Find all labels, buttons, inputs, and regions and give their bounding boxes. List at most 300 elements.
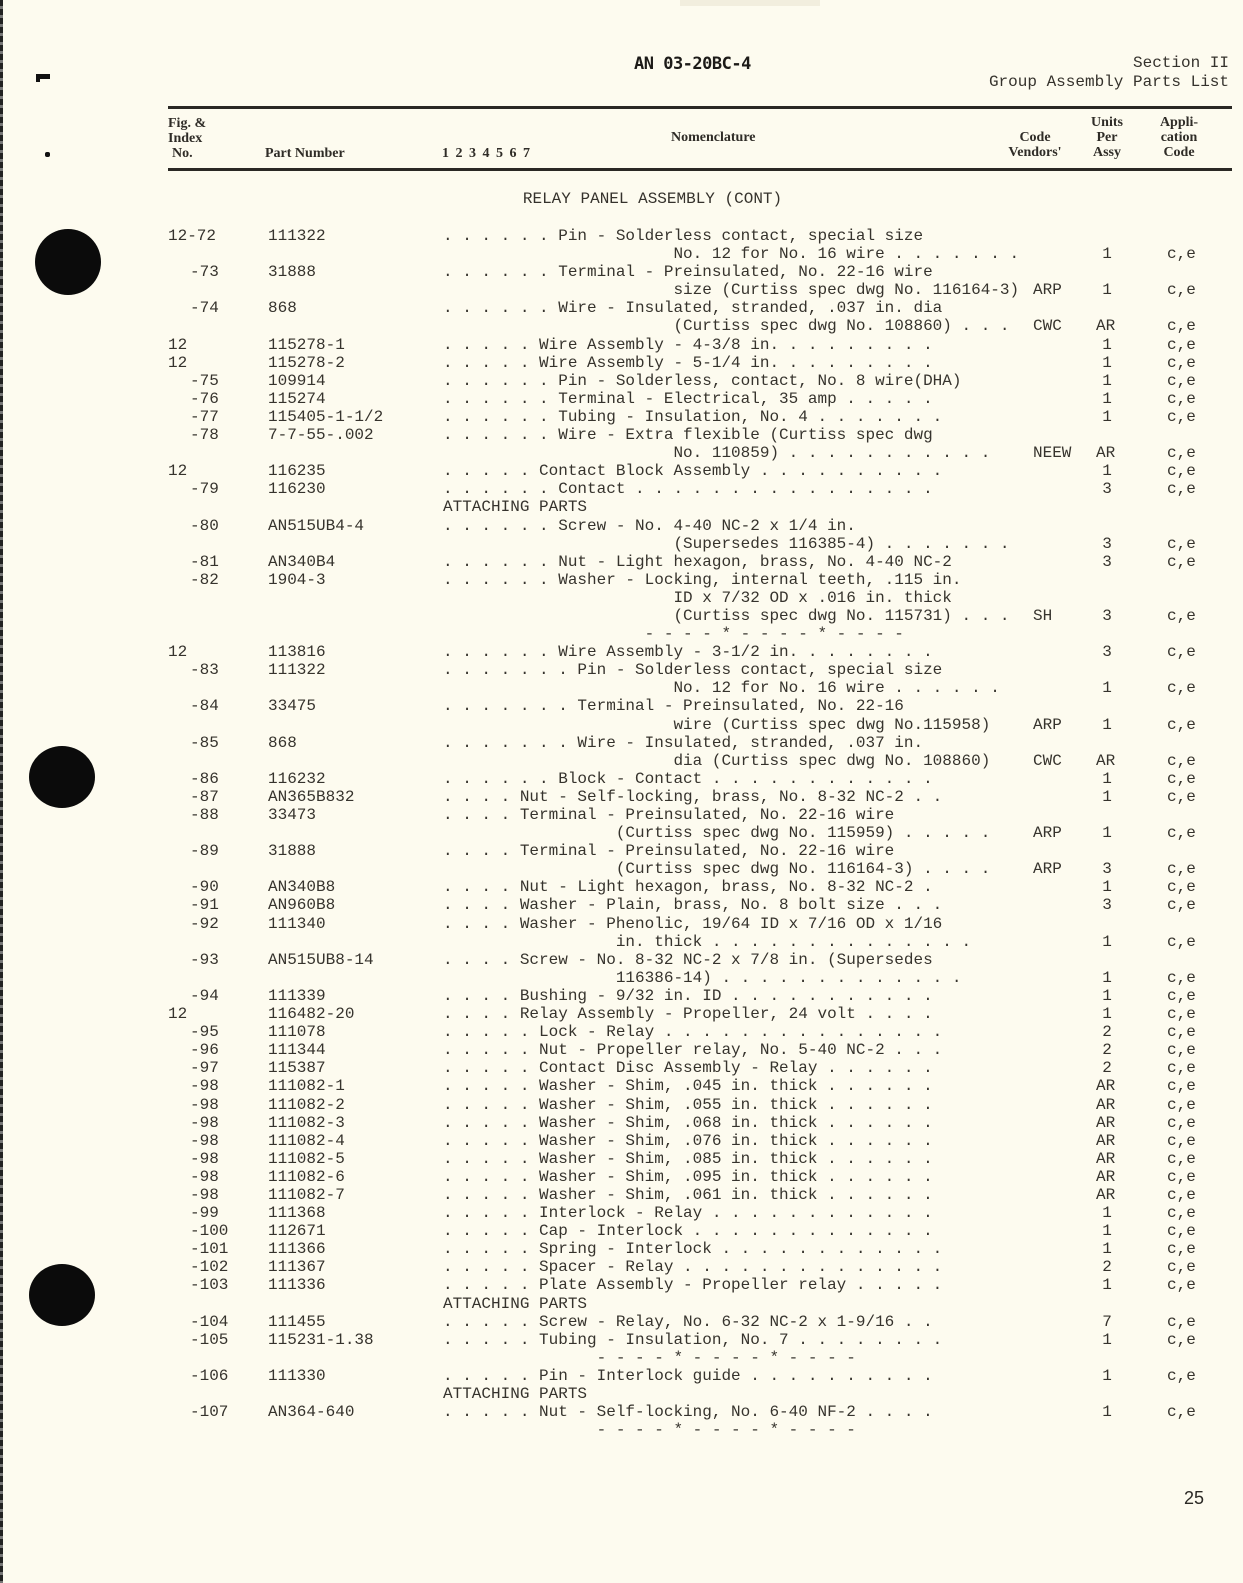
- fig-index-cell: -80: [190, 516, 219, 535]
- table-row: [0, 661, 1243, 679]
- table-row-continuation: [0, 498, 1243, 516]
- vendor-code-cell: SH: [1033, 606, 1053, 625]
- part-number-cell: AN960B8: [268, 896, 336, 915]
- part-number-cell: 111082-5: [268, 1149, 345, 1168]
- part-number-cell: AN515UB4-4: [268, 516, 365, 535]
- application-code-cell: c,e: [1167, 1366, 1196, 1385]
- vendor-code-cell: NEEW: [1033, 444, 1072, 463]
- fig-index-cell: -87: [190, 787, 219, 806]
- table-row: [0, 227, 1243, 245]
- scan-mark: [36, 78, 40, 82]
- nomenclature-cell: . . . . . Interlock - Relay . . . . . . . . . . . .: [443, 1204, 933, 1223]
- nomenclature-cell: . . . . Nut - Light hexagon, brass, No. 8-32 NC-2 .: [443, 878, 933, 897]
- nomenclature-cell: . . . . . Wire Assembly - 4-3/8 in. . . . . . . . .: [443, 335, 933, 354]
- fig-index-cell: 12: [168, 353, 188, 372]
- nomenclature-cell: . . . . . Nut - Self-locking, No. 6-40 NF-2 . . . .: [443, 1403, 933, 1422]
- table-row-continuation: [0, 1349, 1243, 1367]
- table-row: [0, 1041, 1243, 1059]
- units-per-assy-cell: 1: [1102, 1222, 1112, 1241]
- part-number-cell: 115278-1: [268, 335, 345, 354]
- table-row: [0, 1276, 1243, 1294]
- units-per-assy-cell: 1: [1102, 407, 1112, 426]
- parts-list: [0, 227, 1243, 1439]
- fig-index-cell: -90: [190, 878, 219, 897]
- units-per-assy-cell: 1: [1102, 968, 1112, 987]
- units-per-assy-cell: 1: [1102, 679, 1112, 698]
- part-number-cell: 115274: [268, 389, 326, 408]
- nomenclature-cell: - - - - * - - - - * - - - -: [443, 1421, 856, 1440]
- nomenclature-cell: . . . . . . Terminal - Preinsulated, No. 22-16 wire: [443, 263, 933, 282]
- nomenclature-cell: . . . . . . Pin - Solderless, contact, No. 8 wire(DHA): [443, 371, 962, 390]
- units-per-assy-cell: 1: [1102, 824, 1112, 843]
- fig-index-cell: 12: [168, 1005, 188, 1024]
- table-row: [0, 553, 1243, 571]
- nomenclature-cell: - - - - * - - - - * - - - -: [443, 1348, 856, 1367]
- units-per-assy-cell: 1: [1102, 1366, 1112, 1385]
- part-number-cell: 7-7-55-.002: [268, 426, 374, 445]
- nomenclature-cell: . . . . . Washer - Shim, .055 in. thick . . . . . .: [443, 1095, 933, 1114]
- table-row-continuation: [0, 245, 1243, 263]
- section-number: Section II: [1132, 54, 1229, 72]
- part-number-cell: 33475: [268, 697, 317, 716]
- table-row-continuation: [0, 679, 1243, 697]
- nomenclature-cell: (Supersedes 116385-4) . . . . . . .: [443, 534, 1010, 553]
- table-row: [0, 1331, 1243, 1349]
- fig-index-cell: -85: [190, 733, 219, 752]
- table-row: [0, 263, 1243, 281]
- nomenclature-cell: . . . . . Wire Assembly - 5-1/4 in. . . . . . . . .: [443, 353, 933, 372]
- part-number-cell: AN340B4: [268, 552, 336, 571]
- units-per-assy-cell: 1: [1102, 245, 1112, 264]
- application-code-cell: c,e: [1167, 1330, 1196, 1349]
- application-code-cell: c,e: [1167, 878, 1196, 897]
- nomenclature-cell: . . . . Washer - Phenolic, 19/64 ID x 7/16 OD x 1/16: [443, 914, 943, 933]
- table-row-continuation: [0, 625, 1243, 643]
- units-per-assy-cell: AR: [1096, 1149, 1116, 1168]
- units-per-assy-cell: AR: [1096, 1095, 1116, 1114]
- part-number-cell: 111322: [268, 227, 326, 245]
- table-row-continuation: [0, 933, 1243, 951]
- table-row: [0, 1005, 1243, 1023]
- table-row: [0, 697, 1243, 715]
- units-per-assy-cell: AR: [1096, 317, 1116, 336]
- units-per-assy-cell: AR: [1096, 1167, 1116, 1186]
- fig-index-cell: -98: [190, 1095, 219, 1114]
- application-code-cell: c,e: [1167, 932, 1196, 951]
- application-code-cell: c,e: [1167, 552, 1196, 571]
- fig-index-cell: -104: [190, 1312, 229, 1331]
- units-per-assy-cell: 3: [1102, 860, 1112, 879]
- application-code-cell: c,e: [1167, 643, 1196, 662]
- part-number-cell: 868: [268, 299, 297, 318]
- units-per-assy-cell: AR: [1096, 751, 1116, 770]
- nomenclature-cell: (Curtiss spec dwg No. 115959) . . . . .: [443, 824, 991, 843]
- table-row-continuation: [0, 824, 1243, 842]
- nomenclature-cell: size (Curtiss spec dwg No. 116164-3): [443, 281, 1020, 300]
- table-row: [0, 1114, 1243, 1132]
- table-row: [0, 951, 1243, 969]
- fig-index-cell: -78: [190, 426, 219, 445]
- fig-index-cell: -98: [190, 1167, 219, 1186]
- nomenclature-cell: No. 110859) . . . . . . . . . . .: [443, 444, 991, 463]
- header-bottom-rule: [168, 168, 1232, 171]
- units-per-assy-cell: 2: [1102, 1041, 1112, 1060]
- nomenclature-cell: ATTACHING PARTS: [443, 498, 588, 517]
- units-per-assy-cell: 1: [1102, 986, 1112, 1005]
- application-code-cell: c,e: [1167, 1023, 1196, 1042]
- nomenclature-cell: ATTACHING PARTS: [443, 1294, 588, 1313]
- units-per-assy-cell: AR: [1096, 444, 1116, 463]
- nomenclature-cell: . . . . . Contact Block Assembly . . . . . . . . . .: [443, 462, 943, 481]
- application-code-cell: c,e: [1167, 1131, 1196, 1150]
- nomenclature-cell: wire (Curtiss spec dwg No.115958): [443, 715, 991, 734]
- part-number-cell: 115231-1.38: [268, 1330, 374, 1349]
- fig-index-cell: -100: [190, 1222, 229, 1241]
- table-row: [0, 915, 1243, 933]
- fig-index-cell: 12-72: [168, 227, 217, 245]
- part-number-cell: 111082-4: [268, 1131, 345, 1150]
- part-number-cell: 111082-2: [268, 1095, 345, 1114]
- part-number-cell: 115278-2: [268, 353, 345, 372]
- application-code-cell: c,e: [1167, 1204, 1196, 1223]
- application-code-cell: c,e: [1167, 1077, 1196, 1096]
- part-number-cell: 116230: [268, 480, 326, 499]
- table-row-continuation: [0, 607, 1243, 625]
- units-per-assy-cell: 3: [1102, 643, 1112, 662]
- fig-index-cell: -98: [190, 1131, 219, 1150]
- table-row-continuation: [0, 535, 1243, 553]
- units-per-assy-cell: 3: [1102, 534, 1112, 553]
- table-row-continuation: [0, 317, 1243, 335]
- application-code-cell: c,e: [1167, 1113, 1196, 1132]
- part-number-cell: 33473: [268, 806, 317, 824]
- table-row: [0, 1077, 1243, 1095]
- table-row: [0, 517, 1243, 535]
- nomenclature-cell: . . . . . Cap - Interlock . . . . . . . . . . . . .: [443, 1222, 933, 1241]
- application-code-cell: c,e: [1167, 679, 1196, 698]
- application-code-cell: c,e: [1167, 389, 1196, 408]
- table-row: [0, 896, 1243, 914]
- table-row: [0, 571, 1243, 589]
- nomenclature-cell: . . . . . Tubing - Insulation, No. 7 . . . . . . . .: [443, 1330, 943, 1349]
- application-code-cell: c,e: [1167, 606, 1196, 625]
- nomenclature-cell: . . . . Screw - No. 8-32 NC-2 x 7/8 in. (Supersedes: [443, 950, 933, 969]
- nomenclature-cell: (Curtiss spec dwg No. 116164-3) . . . .: [443, 860, 991, 879]
- application-code-cell: c,e: [1167, 1167, 1196, 1186]
- table-row: [0, 1367, 1243, 1385]
- nomenclature-cell: . . . . . Washer - Shim, .045 in. thick . . . . . .: [443, 1077, 933, 1096]
- part-number-cell: 111339: [268, 986, 326, 1005]
- table-row: [0, 1313, 1243, 1331]
- fig-index-cell: -103: [190, 1276, 229, 1295]
- units-per-assy-cell: AR: [1096, 1131, 1116, 1150]
- units-per-assy-cell: 3: [1102, 606, 1112, 625]
- units-per-assy-cell: 3: [1102, 480, 1112, 499]
- part-number-cell: 116482-20: [268, 1005, 355, 1024]
- vendor-code-cell: ARP: [1033, 860, 1062, 879]
- part-number-cell: 111322: [268, 661, 326, 680]
- nomenclature-cell: . . . . . . . Pin - Solderless contact, special size: [443, 661, 943, 680]
- fig-index-cell: -82: [190, 570, 219, 589]
- column-header-nomenclature: Nomenclature: [671, 130, 756, 145]
- table-row: [0, 390, 1243, 408]
- application-code-cell: c,e: [1167, 1240, 1196, 1259]
- application-code-cell: c,e: [1167, 1258, 1196, 1277]
- document-number: AN 03-20BC-4: [634, 54, 751, 74]
- table-row: [0, 1222, 1243, 1240]
- fig-index-cell: -98: [190, 1077, 219, 1096]
- table-row: [0, 643, 1243, 661]
- table-row: [0, 1150, 1243, 1168]
- application-code-cell: c,e: [1167, 824, 1196, 843]
- section-header: [989, 54, 1229, 92]
- application-code-cell: c,e: [1167, 751, 1196, 770]
- fig-index-cell: -86: [190, 769, 219, 788]
- application-code-cell: c,e: [1167, 1095, 1196, 1114]
- table-row: [0, 1186, 1243, 1204]
- part-number-cell: 111455: [268, 1312, 326, 1331]
- nomenclature-cell: . . . . . Washer - Shim, .076 in. thick . . . . . .: [443, 1131, 933, 1150]
- table-row: [0, 770, 1243, 788]
- fig-index-cell: -107: [190, 1403, 229, 1422]
- units-per-assy-cell: 2: [1102, 1258, 1112, 1277]
- application-code-cell: c,e: [1167, 462, 1196, 481]
- nomenclature-cell: . . . . Terminal - Preinsulated, No. 22-16 wire: [443, 842, 895, 861]
- part-number-cell: 111082-3: [268, 1113, 345, 1132]
- table-row: [0, 1023, 1243, 1041]
- nomenclature-cell: . . . . . Washer - Shim, .061 in. thick . . . . . .: [443, 1185, 933, 1204]
- nomenclature-cell: . . . . Terminal - Preinsulated, No. 22-16 wire: [443, 806, 895, 824]
- part-number-cell: 112671: [268, 1222, 326, 1241]
- units-per-assy-cell: 1: [1102, 1005, 1112, 1024]
- application-code-cell: c,e: [1167, 1185, 1196, 1204]
- table-row: [0, 299, 1243, 317]
- application-code-cell: c,e: [1167, 371, 1196, 390]
- nomenclature-cell: . . . . . Spacer - Relay . . . . . . . . . . . . . .: [443, 1258, 943, 1277]
- table-row: [0, 1132, 1243, 1150]
- fig-index-cell: -77: [190, 407, 219, 426]
- column-header-application-code: Appli- cation Code: [1159, 115, 1199, 160]
- units-per-assy-cell: 1: [1102, 769, 1112, 788]
- application-code-cell: c,e: [1167, 1041, 1196, 1060]
- part-number-cell: 111366: [268, 1240, 326, 1259]
- part-number-cell: 31888: [268, 842, 317, 861]
- application-code-cell: c,e: [1167, 480, 1196, 499]
- vendor-code-cell: CWC: [1033, 751, 1062, 770]
- table-row: [0, 462, 1243, 480]
- application-code-cell: c,e: [1167, 407, 1196, 426]
- table-row-continuation: [0, 860, 1243, 878]
- part-number-cell: 111082-6: [268, 1167, 345, 1186]
- fig-index-cell: -74: [190, 299, 219, 318]
- table-row-continuation: [0, 752, 1243, 770]
- table-title: RELAY PANEL ASSEMBLY (CONT): [522, 190, 783, 208]
- part-number-cell: 111336: [268, 1276, 326, 1295]
- application-code-cell: c,e: [1167, 1059, 1196, 1078]
- application-code-cell: c,e: [1167, 281, 1196, 300]
- table-row-continuation: [0, 1295, 1243, 1313]
- table-row-continuation: [0, 969, 1243, 987]
- table-row: [0, 1168, 1243, 1186]
- nomenclature-cell: . . . . Nut - Self-locking, brass, No. 8-32 NC-2 . .: [443, 787, 943, 806]
- part-number-cell: 31888: [268, 263, 317, 282]
- part-number-cell: 1904-3: [268, 570, 326, 589]
- table-row-continuation: [0, 716, 1243, 734]
- nomenclature-cell: No. 12 for No. 16 wire . . . . . .: [443, 679, 1000, 698]
- nomenclature-cell: . . . . . Washer - Shim, .085 in. thick . . . . . .: [443, 1149, 933, 1168]
- scan-mark: [45, 152, 50, 157]
- nomenclature-cell: . . . . . . . Terminal - Preinsulated, No. 22-16: [443, 697, 904, 716]
- application-code-cell: c,e: [1167, 534, 1196, 553]
- part-number-cell: 116235: [268, 462, 326, 481]
- column-header-levels: 1 2 3 4 5 6 7: [442, 146, 530, 161]
- table-row: [0, 1240, 1243, 1258]
- units-per-assy-cell: 1: [1102, 281, 1112, 300]
- application-code-cell: c,e: [1167, 715, 1196, 734]
- units-per-assy-cell: 1: [1102, 335, 1112, 354]
- column-header-vendors-code: Code Vendors': [1008, 130, 1062, 160]
- nomenclature-cell: . . . . Washer - Plain, brass, No. 8 bolt size . . .: [443, 896, 943, 915]
- nomenclature-cell: . . . . . Washer - Shim, .068 in. thick . . . . . .: [443, 1113, 933, 1132]
- fig-index-cell: -93: [190, 950, 219, 969]
- nomenclature-cell: . . . . Relay Assembly - Propeller, 24 volt . . . .: [443, 1005, 933, 1024]
- application-code-cell: c,e: [1167, 968, 1196, 987]
- nomenclature-cell: . . . . . . Screw - No. 4-40 NC-2 x 1/4 in.: [443, 516, 856, 535]
- application-code-cell: c,e: [1167, 1149, 1196, 1168]
- part-number-cell: 868: [268, 733, 297, 752]
- application-code-cell: c,e: [1167, 986, 1196, 1005]
- nomenclature-cell: 116386-14) . . . . . . . . . . . . .: [443, 968, 962, 987]
- fig-index-cell: -83: [190, 661, 219, 680]
- table-row: [0, 336, 1243, 354]
- units-per-assy-cell: 1: [1102, 353, 1112, 372]
- units-per-assy-cell: 1: [1102, 1276, 1112, 1295]
- part-number-cell: 111330: [268, 1366, 326, 1385]
- units-per-assy-cell: 2: [1102, 1059, 1112, 1078]
- units-per-assy-cell: 1: [1102, 371, 1112, 390]
- fig-index-cell: -92: [190, 914, 219, 933]
- vendor-code-cell: ARP: [1033, 715, 1062, 734]
- table-row-continuation: [0, 589, 1243, 607]
- part-number-cell: AN364-640: [268, 1403, 355, 1422]
- table-row: [0, 842, 1243, 860]
- vendor-code-cell: ARP: [1033, 824, 1062, 843]
- application-code-cell: c,e: [1167, 896, 1196, 915]
- table-row: [0, 1059, 1243, 1077]
- application-code-cell: c,e: [1167, 1276, 1196, 1295]
- nomenclature-cell: No. 12 for No. 16 wire . . . . . . .: [443, 245, 1020, 264]
- nomenclature-cell: . . . . . . Contact . . . . . . . . . . . . . . . .: [443, 480, 933, 499]
- fig-index-cell: -76: [190, 389, 219, 408]
- fig-index-cell: -98: [190, 1113, 219, 1132]
- nomenclature-cell: in. thick . . . . . . . . . . . . . .: [443, 932, 972, 951]
- table-row: [0, 806, 1243, 824]
- application-code-cell: c,e: [1167, 1312, 1196, 1331]
- application-code-cell: c,e: [1167, 353, 1196, 372]
- fig-index-cell: -98: [190, 1149, 219, 1168]
- nomenclature-cell: ID x 7/32 OD x .016 in. thick: [443, 588, 952, 607]
- units-per-assy-cell: 1: [1102, 715, 1112, 734]
- units-per-assy-cell: 3: [1102, 896, 1112, 915]
- part-number-cell: AN365B832: [268, 787, 355, 806]
- table-row-continuation: [0, 444, 1243, 462]
- nomenclature-cell: . . . . . Screw - Relay, No. 6-32 NC-2 x 1-9/16 . .: [443, 1312, 933, 1331]
- fig-index-cell: -89: [190, 842, 219, 861]
- fig-index-cell: -98: [190, 1185, 219, 1204]
- fig-index-cell: -79: [190, 480, 219, 499]
- part-number-cell: 116232: [268, 769, 326, 788]
- application-code-cell: c,e: [1167, 1403, 1196, 1422]
- fig-index-cell: -105: [190, 1330, 229, 1349]
- vendor-code-cell: CWC: [1033, 317, 1062, 336]
- units-per-assy-cell: 1: [1102, 462, 1112, 481]
- units-per-assy-cell: 7: [1102, 1312, 1112, 1331]
- units-per-assy-cell: 1: [1102, 1403, 1112, 1422]
- column-header-units-per-assy: Units Per Assy: [1091, 115, 1123, 160]
- units-per-assy-cell: AR: [1096, 1077, 1116, 1096]
- units-per-assy-cell: 2: [1102, 1023, 1112, 1042]
- application-code-cell: c,e: [1167, 1005, 1196, 1024]
- units-per-assy-cell: 1: [1102, 878, 1112, 897]
- table-row-continuation: [0, 1421, 1243, 1439]
- fig-index-cell: -101: [190, 1240, 229, 1259]
- fig-index-cell: -99: [190, 1204, 219, 1223]
- units-per-assy-cell: 1: [1102, 1240, 1112, 1259]
- fig-index-cell: 12: [168, 643, 188, 662]
- nomenclature-cell: . . . . . . Pin - Solderless contact, special size: [443, 227, 924, 245]
- part-number-cell: 111367: [268, 1258, 326, 1277]
- table-row: [0, 878, 1243, 896]
- fig-index-cell: -94: [190, 986, 219, 1005]
- nomenclature-cell: . . . . . Lock - Relay . . . . . . . . . . . . . . .: [443, 1023, 943, 1042]
- fig-index-cell: -75: [190, 371, 219, 390]
- nomenclature-cell: . . . . . . . Wire - Insulated, stranded, .037 in.: [443, 733, 924, 752]
- table-row: [0, 354, 1243, 372]
- fig-index-cell: -73: [190, 263, 219, 282]
- part-number-cell: 111078: [268, 1023, 326, 1042]
- page-number: 25: [1184, 1488, 1205, 1508]
- nomenclature-cell: . . . . . Contact Disc Assembly - Relay . . . . . .: [443, 1059, 933, 1078]
- application-code-cell: c,e: [1167, 787, 1196, 806]
- part-number-cell: 111344: [268, 1041, 326, 1060]
- units-per-assy-cell: 1: [1102, 787, 1112, 806]
- part-number-cell: 109914: [268, 371, 326, 390]
- fig-index-cell: -81: [190, 552, 219, 571]
- fig-index-cell: -96: [190, 1041, 219, 1060]
- part-number-cell: 113816: [268, 643, 326, 662]
- nomenclature-cell: . . . . . . Block - Contact . . . . . . . . . . . .: [443, 769, 933, 788]
- table-row: [0, 372, 1243, 390]
- bleed-through-mark: [680, 0, 820, 6]
- table-row: [0, 426, 1243, 444]
- nomenclature-cell: ATTACHING PARTS: [443, 1385, 588, 1403]
- nomenclature-cell: (Curtiss spec dwg No. 115731) . . .: [443, 606, 1010, 625]
- nomenclature-cell: . . . . . Spring - Interlock . . . . . . . . . . . .: [443, 1240, 943, 1259]
- part-number-cell: 111340: [268, 914, 326, 933]
- application-code-cell: c,e: [1167, 444, 1196, 463]
- nomenclature-cell: . . . . . Nut - Propeller relay, No. 5-40 NC-2 . . .: [443, 1041, 943, 1060]
- table-row-continuation: [0, 281, 1243, 299]
- nomenclature-cell: (Curtiss spec dwg No. 108860) . . .: [443, 317, 1010, 336]
- nomenclature-cell: . . . . . Pin - Interlock guide . . . . . . . . . .: [443, 1366, 933, 1385]
- nomenclature-cell: . . . . . . Washer - Locking, internal teeth, .115 in.: [443, 570, 962, 589]
- nomenclature-cell: . . . . . . Terminal - Electrical, 35 amp . . . . .: [443, 389, 933, 408]
- column-header-fig-index: Fig. & Index No.: [168, 116, 207, 161]
- application-code-cell: c,e: [1167, 1222, 1196, 1241]
- units-per-assy-cell: 1: [1102, 932, 1112, 951]
- table-row: [0, 788, 1243, 806]
- header-top-rule: [168, 106, 1232, 109]
